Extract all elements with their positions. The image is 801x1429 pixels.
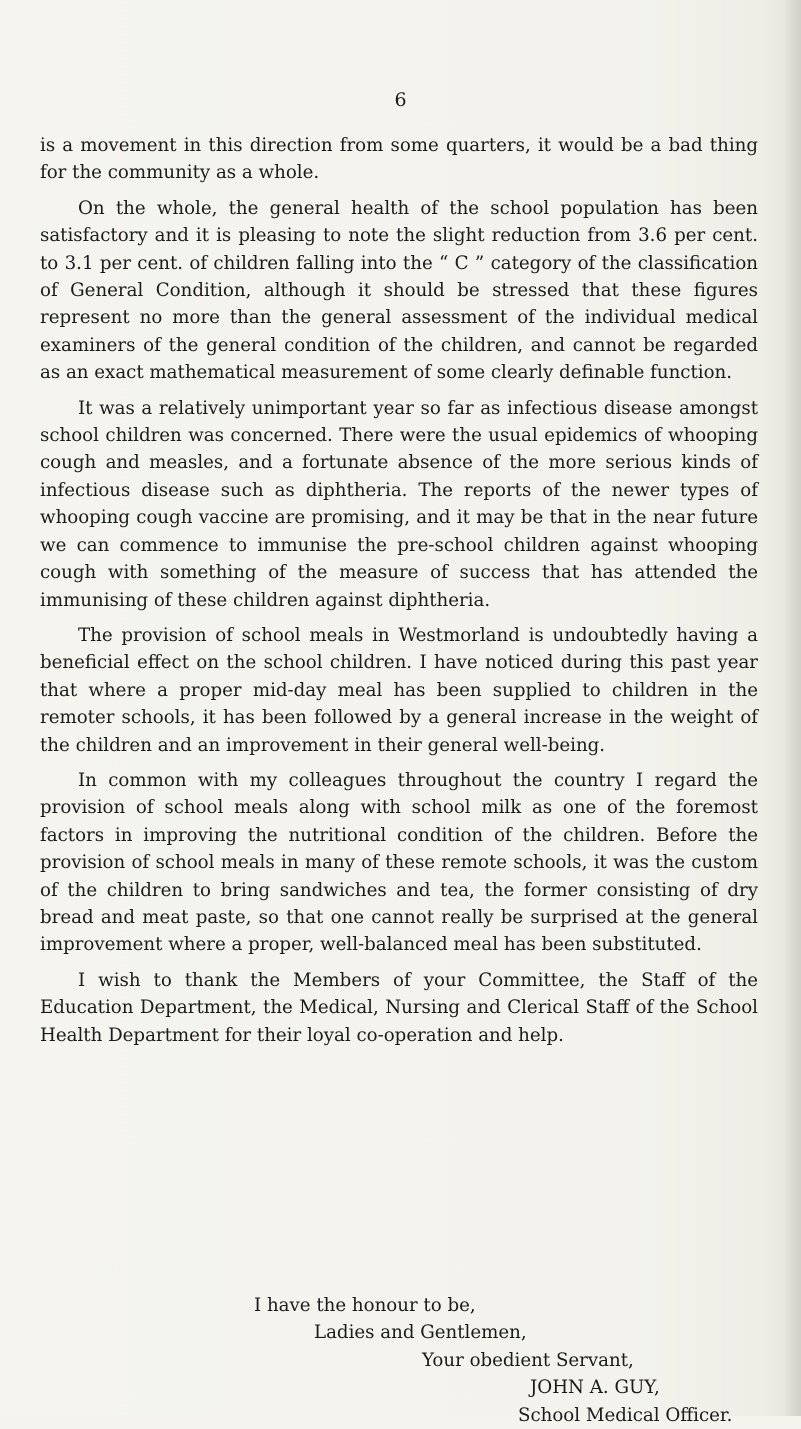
paragraph-continuation: is a movement in this direction from some quarters, it would be a bad thing for the community as a whole.	[40, 135, 758, 184]
paragraph-nutrition: In common with my colleagues throughout the country I regard the provision of school meals along with school milk as one of the foremost factors in improving the nutritional condition of the children. Before the provision of school meals in many of these remote schools, it was the custom of the children to bring sandwiches and tea, the former consisting of dry bread and meat paste, so that one cannot really be surprised at the general improvement where a proper, well-balanced meal has been substituted.	[40, 769, 758, 956]
page-edge-shadow	[783, 0, 801, 1416]
signature-name: JOHN A. GUY,	[530, 1377, 660, 1399]
paragraph-general-health: On the whole, the general health of the school population has been satisfactory and it is pleasing to note the slight reduction from 3.6 per cent. to 3.1 per cent. of children falling into the “ C ” category of the classification of General Condition, although it should be stressed that these figures represent no more than the general assessment of the individual medical examiners of the general condition of the children, and cannot be regarded as an exact mathematical measurement of some clearly definable function.	[40, 197, 758, 384]
paragraph-infectious-disease: It was a relatively unimportant year so far as infectious disease amongst school children was concerned. There were the usual epidemics of whooping cough and measles, and a fortunate absence of the more serious kinds of infectious disease such as diphtheria. The reports of the newer types of whooping cough vaccine are promising, and it may be that in the near future we can commence to immunise the pre-school children against whooping cough with something of the measure of success that has attended the immunising of these children against diphtheria.	[40, 397, 758, 611]
closing-line-salutation: Ladies and Gentlemen,	[314, 1322, 527, 1344]
paragraph-school-meals: The provision of school meals in Westmorland is undoubtedly having a beneficial effect on the school children. I have noticed during this past year that where a proper mid-day meal has been supplied to children in the remoter schools, it has been followed by a general increase in the weight of the children and an improvement in their general well-being.	[40, 624, 758, 756]
closing-block	[40, 1292, 758, 1429]
paragraph-acknowledgements: I wish to thank the Members of your Committee, the Staff of the Education Department, the Medical, Nursing and Clerical Staff of the School Health Department for their loyal co-operation and help.	[40, 969, 758, 1046]
body-text	[40, 132, 758, 1057]
page-number: 6	[394, 89, 407, 111]
signature-title: School Medical Officer.	[518, 1404, 733, 1426]
closing-line-servant: Your obedient Servant,	[422, 1349, 634, 1371]
closing-line-honour: I have the honour to be,	[254, 1295, 476, 1316]
